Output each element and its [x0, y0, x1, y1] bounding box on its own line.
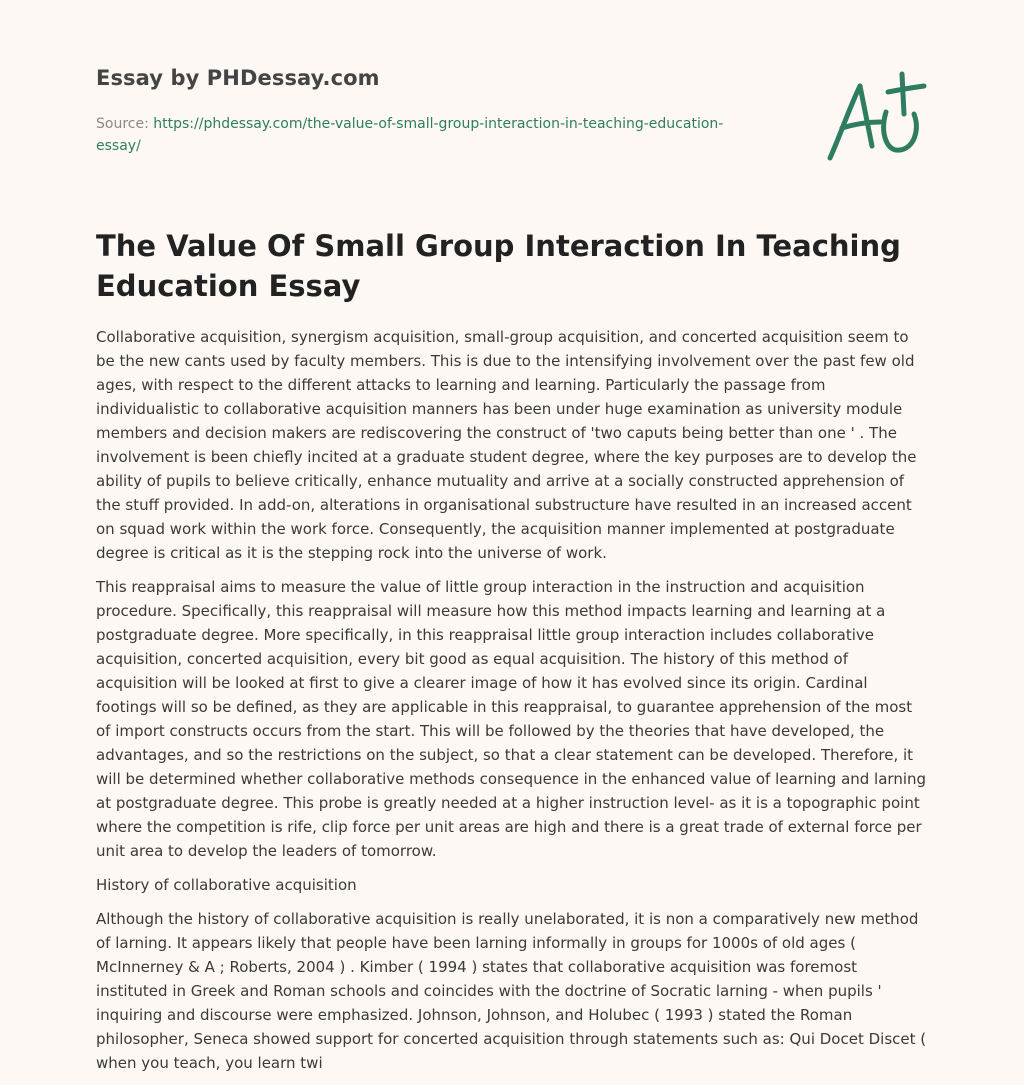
site-brand: Essay by PHDessay.com — [96, 66, 380, 90]
paragraph: Collaborative acquisition, synergism acquisition, small-group acquisition, and concerted acquisition seem to be the new cants used by faculty members. This is due to the intensifying involvement over the past few old ages, with respect to the different attacks to learning and learning. Particularly the passage from individualistic to collaborative acquisition manners has been under huge examination as university module members and decision makers are rediscovering the construct of 'two caputs being better than one ' . The involvement is been chiefly incited at a graduate student degree, where the key purposes are to develop the ability of pupils to believe critically, enhance mutuality and arrive at a socially constructed apprehension of the stuff provided. In add-on, alterations in organisational substructure have resulted in an increased accent on squad work within the work force. Consequently, the acquisition manner implemented at postgraduate degree is critical as it is the stepping rock into the universe of work. — [96, 328, 917, 562]
source-link[interactable]: https://phdessay.com/the-value-of-small-group-interaction-in-teaching-education-essay/ — [96, 116, 724, 154]
source-line — [96, 113, 736, 157]
paragraph: Although the history of collaborative acquisition is really unelaborated, it is non a comparatively new method of larning. It appears likely that people have been larning informally in groups for 1000s of old ages ( McInnerney & A ; Roberts, 2004 ) . Kimber ( 1994 ) states that collaborative acquisition was foremost instituted in Greek and Roman schools and coincides with the doctrine of Socratic larning - when pupils ' inquiring and discourse were emphasized. Johnson, Johnson, and Holubec ( 1993 ) stated the Roman philosopher, Seneca showed support for concerted acquisition through statements such as: Qui Docet Discet ( when you teach, you learn twi — [96, 910, 927, 1072]
article-body — [96, 325, 930, 1085]
source-label: Source: — [96, 116, 154, 132]
article-title: The Value Of Small Group Interaction In Teaching Education Essay — [96, 229, 901, 303]
paragraph: This reappraisal aims to measure the value of little group interaction in the instruction and acquisition procedure. Specifically, this reappraisal will measure how this method impacts learning and learning at a postgraduate degree. More specifically, in this reappraisal little group interaction includes collaborative acquisition, concerted acquisition, every bit good as equal acquisition. The history of this method of acquisition will be looked at first to give a clearer image of how it has evolved since its origin. Cardinal footings will so be defined, as they are applicable in this reappraisal, to guarantee apprehension of the most of import constructs occurs from the start. This will be followed by the theories that have developed, the advantages, and so the restrictions on the subject, so that a clear statement can be developed. Therefore, it will be determined whether collaborative methods consequence in the enhanced value of learning and larning at postgraduate degree. This probe is greatly needed at a higher instruction level- as it is a topographic point where the competition is rife, clip force per unit areas are high and there is a great trade of external force per unit area to develop the leaders of tomorrow. — [96, 578, 927, 860]
section-heading: History of collaborative acquisition — [96, 876, 357, 894]
a-plus-icon — [820, 66, 930, 166]
